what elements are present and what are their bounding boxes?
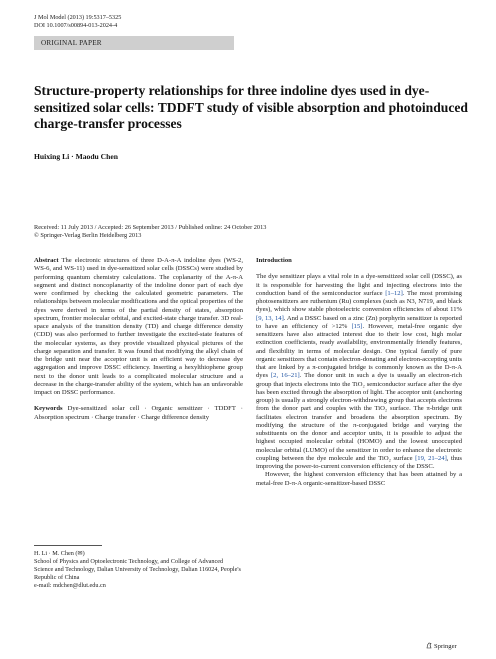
intro-text: . The donor unit in such a dye is usually an electron-rich group that injects electrons into the TiO₂ semiconductor surface after the dye has been excited through the absorption of light. The acceptor unit (anchoring group) is usually a strongly electron-withdrawing group that accepts electrons from the donor part and couples with the TiO₂ surface. The π-bridge unit facilitates electron transfer and broadens the absorption spectrum. By modifying the structure of the π-conjugated bridge and varying the substituents on the donor and acceptor units, it is possible to adjust the highest occupied molecular orbital (HOMO) and the lowest unoccupied molecular orbital (LUMO) of the sensitizer in order to enhance the electronic coupling between the dye molecule and the TiO₂ surface [256, 372, 462, 462]
keywords [34, 405, 243, 422]
introduction-heading: Introduction [256, 257, 292, 264]
affiliation-address: School of Physics and Optoelectronic Technology, and College of Advanced Science and Technology, Dalian University of Technology, Dalian 116024, People's Republic of China [34, 558, 241, 581]
publication-dates [34, 224, 474, 240]
intro-text: The dye sensitizer plays a vital role in a dye-sensitized solar cell (DSSC), as it is responsible for harvesting the light and injecting electrons into the conduction band of the semiconductor surface [256, 273, 462, 297]
introduction-paragraph-2: However, the highest conversion efficiency that has been attained by a metal-free D-π-A organic-sensitizer-based DSSC [256, 471, 462, 487]
authors: Huixing Li · Maodu Chen [34, 152, 118, 161]
citation-link[interactable]: [2, 16–21] [270, 372, 300, 380]
author-affiliation [34, 550, 243, 590]
citation-link[interactable]: [19, 21–24] [415, 454, 447, 462]
doi-line: DOI 10.1007/s00894-013-2024-4 [34, 22, 118, 29]
citation-link[interactable]: [1–12] [385, 289, 403, 297]
author-email: e-mail: mdchen@dlut.edu.cn [34, 582, 106, 589]
intro-text: . And a DSSC based on a zinc (Zn) porphyrin sensitizer is reported to have an efficiency of >12% [256, 314, 462, 330]
footnote-divider [34, 545, 102, 546]
intro-text: , thus improving the power-to-current conversion efficiency of the DSSC. [256, 454, 462, 470]
journal-volume-line: J Mol Model (2013) 19:5317–5325 [34, 14, 122, 21]
paper-title: Structure-property relationships for three indoline dyes used in dye-sensitized solar cells: TDDFT study of visible absorption and photoinduced charge-transfer processes [34, 83, 468, 131]
abstract [34, 257, 243, 397]
citation-link[interactable]: [15] [351, 322, 363, 330]
abstract-label: Abstract [34, 257, 59, 264]
abstract-text: The electronic structures of three D-A-π-A indoline dyes (WS-2, WS-6, and WS-11) used in dye-sensitized solar cells (DSSCs) were studied by performing quantum chemistry calculations. The coplanarity of the A-π-A segment and distinct noncoplanarity of the indoline donor part of each dye were confirmed by checking the calculated geometric parameters. The relationships between molecular modifications and the optical properties of the dyes were derived in terms of the partial density of states, absorption spectrum, frontier molecular orbital, and excited-state charge transfer. 3D real-space analysis of the transition density (TD) and charge difference density (CDD) was also performed to further investigate the excited-state features of the molecular systems, as they provide visualized physical pictures of the charge separation and transfer. It was found that modifying the alkyl chain of the bridge unit near the acceptor unit is an efficient way to decrease dye aggregation and improve DSSC efficiency. Inserting a hexylthiophene group next to the donor unit leads to a complicated molecular structure and a decrease in the charge-transfer ability of the system, which has an unfavorable impact on DSSC performance. [34, 257, 244, 396]
keywords-text: Dye-sensitized solar cell · Organic sensitizer · TDDFT · Absorption spectrum · Charge transfer · Charge difference density [34, 405, 243, 421]
intro-text: . The most promising photosensitizers are ruthenium (Ru) complexes (such as N3, N719, and black dyes), which show stable photoelectric conversion efficiencies of about 11% [256, 289, 462, 314]
springer-horse-icon [426, 642, 432, 649]
citation-link[interactable]: [9, 13, 14] [256, 314, 284, 322]
keywords-label: Keywords [34, 405, 63, 413]
publisher-name: Springer [434, 643, 457, 650]
publisher-logo [426, 642, 457, 650]
copyright-line: © Springer-Verlag Berlin Heidelberg 2013 [34, 232, 142, 240]
introduction-paragraph-1 [256, 273, 462, 471]
journal-citation [34, 14, 121, 30]
received-accepted-dates: Received: 11 July 2013 / Accepted: 26 September 2013 / Published online: 24 October 2013 [34, 224, 267, 231]
introduction-column [256, 257, 462, 488]
abstract-column [34, 257, 243, 422]
corresponding-authors: H. Li · M. Chen (✉) [34, 550, 85, 557]
article-type-badge: ORIGINAL PAPER [34, 36, 234, 50]
intro-text: . However, metal-free organic dye sensitizers have also attracted interest due to their low cost, high molar extinction coefficients, ready availability, environmentally friendly features, and flexibility in terms of molecular design. One typical family of pure organic sensitizers that contain electron-donating and electron-accepting units that are linked by a π-conjugated bridge is commonly known as the D-π-A dyes [256, 322, 462, 380]
